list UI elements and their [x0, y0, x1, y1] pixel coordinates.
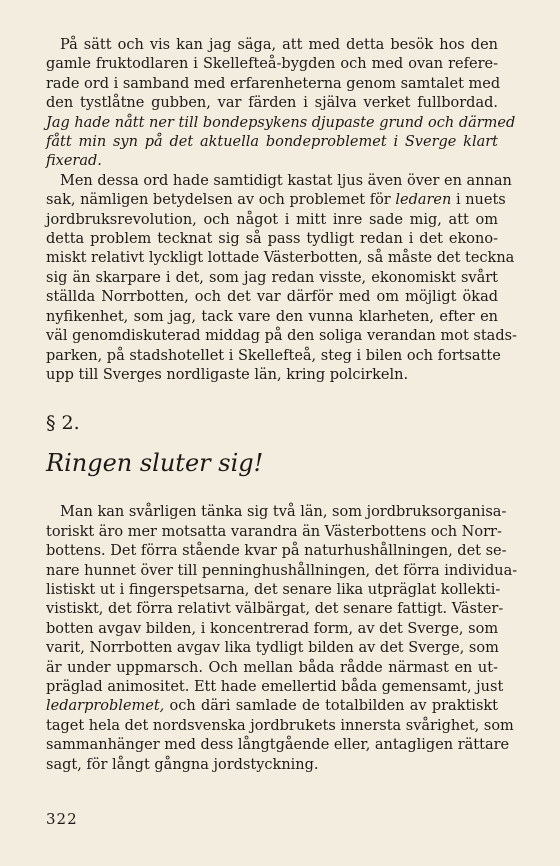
section-number: § 2.	[46, 412, 80, 435]
text-line: Men dessa ord hade samtidigt kastat ljus även över en annan	[60, 172, 512, 189]
text-line: På sätt och vis kan jag säga, att med detta besök hos den	[60, 37, 498, 53]
text-line: miskt relativt lyckligt lottade Västerbotten, så måste det teckna	[46, 250, 515, 267]
text-line: väl genomdiskuterad middag på den soliga verandan mot stads-	[46, 328, 517, 345]
text-line: upp till Sverges nordligaste län, kring polcirkeln.	[46, 366, 409, 383]
text-line: nyfikenhet, som jag, tack vare den vunna klarheten, efter en	[46, 308, 498, 325]
page-body	[46, 36, 518, 775]
text-line	[46, 191, 506, 210]
text-line: detta problem tecknat sig så pass tydligt redan i det ekono-	[46, 231, 498, 248]
text-line: jordbruksrevolution, och något i mitt inre sade mig, att om	[46, 211, 498, 228]
text-line: parken, på stadshotellet i Skellefteå, steg i bilen och fortsatte	[46, 347, 501, 364]
text-line: gamle fruktodlaren i Skellefteå-bygden och med ovan refere-	[46, 56, 498, 73]
paragraph-3	[46, 503, 518, 775]
italic-word: ledarproblemet,	[46, 698, 165, 715]
text-line: är under uppmarsch. Och mellan båda rådde närmast en ut-	[46, 659, 498, 676]
text-line: taget hela det nordsvenska jordbrukets innersta svårighet, som	[46, 717, 514, 734]
text-fragment: sak, nämligen betydelsen av och problemet för	[46, 192, 396, 209]
text-line: den tystlåtne gubben, var färden i själva verket fullbordad.	[46, 95, 498, 112]
text-line: botten avgav bilden, i koncentrerad form, av det Sverge, som	[46, 620, 499, 637]
paragraph-2	[46, 172, 517, 385]
text-line	[46, 697, 498, 716]
text-fragment: och däri samlade de totalbilden av praktiskt	[164, 698, 498, 715]
text-line: vistiskt, det förra relativt välbärgat, det senare fattigt. Väster-	[46, 601, 504, 618]
text-line: bottens. Det förra stående kvar på naturhushållningen, det se-	[46, 543, 507, 560]
text-line: ställda Norrbotten, och det var därför med om möjligt ökad	[46, 289, 498, 306]
text-line: nare hunnet över till penninghushållningen, det förra individua-	[46, 562, 518, 579]
text-line: sagt, för långt gångna jordstyckning.	[46, 756, 319, 773]
page-number: 322	[46, 810, 78, 828]
text-line: präglad animositet. Ett hade emellertid båda gemensamt, just	[46, 678, 504, 695]
text-line: sammanhänger med dess långtgående eller, antagligen rättare	[46, 737, 510, 754]
text-line: Man kan svårligen tänka sig två län, som jordbruksorganisa-	[60, 504, 507, 521]
italic-text-line: Jag hade nått ner till bondepsykens djupaste grund och därmed	[46, 114, 516, 131]
paragraph-1	[46, 36, 516, 172]
italic-word: ledaren	[395, 192, 452, 209]
text-line: varit, Norrbotten avgav lika tydligt bilden av det Sverge, som	[46, 640, 499, 657]
text-line: listiskt ut i fingerspetsarna, det senare lika utpräglat kollekti-	[46, 581, 501, 598]
italic-text-line: fått min syn på det aktuella bondeproblemet i Sverge klart	[46, 134, 498, 151]
section-title: Ringen sluter sig!	[46, 449, 264, 478]
text-fragment: i nuets	[451, 192, 506, 209]
text-line: sig än skarpare i det, som jag redan visste, ekonomiskt svårt	[46, 269, 498, 286]
text-line: toriskt äro mer motsatta varandra än Västerbottens och Norr-	[46, 523, 502, 540]
text-line: rade ord i samband med erfarenheterna genom samtalet med	[46, 75, 501, 92]
italic-text-line: fixerad.	[46, 153, 102, 170]
